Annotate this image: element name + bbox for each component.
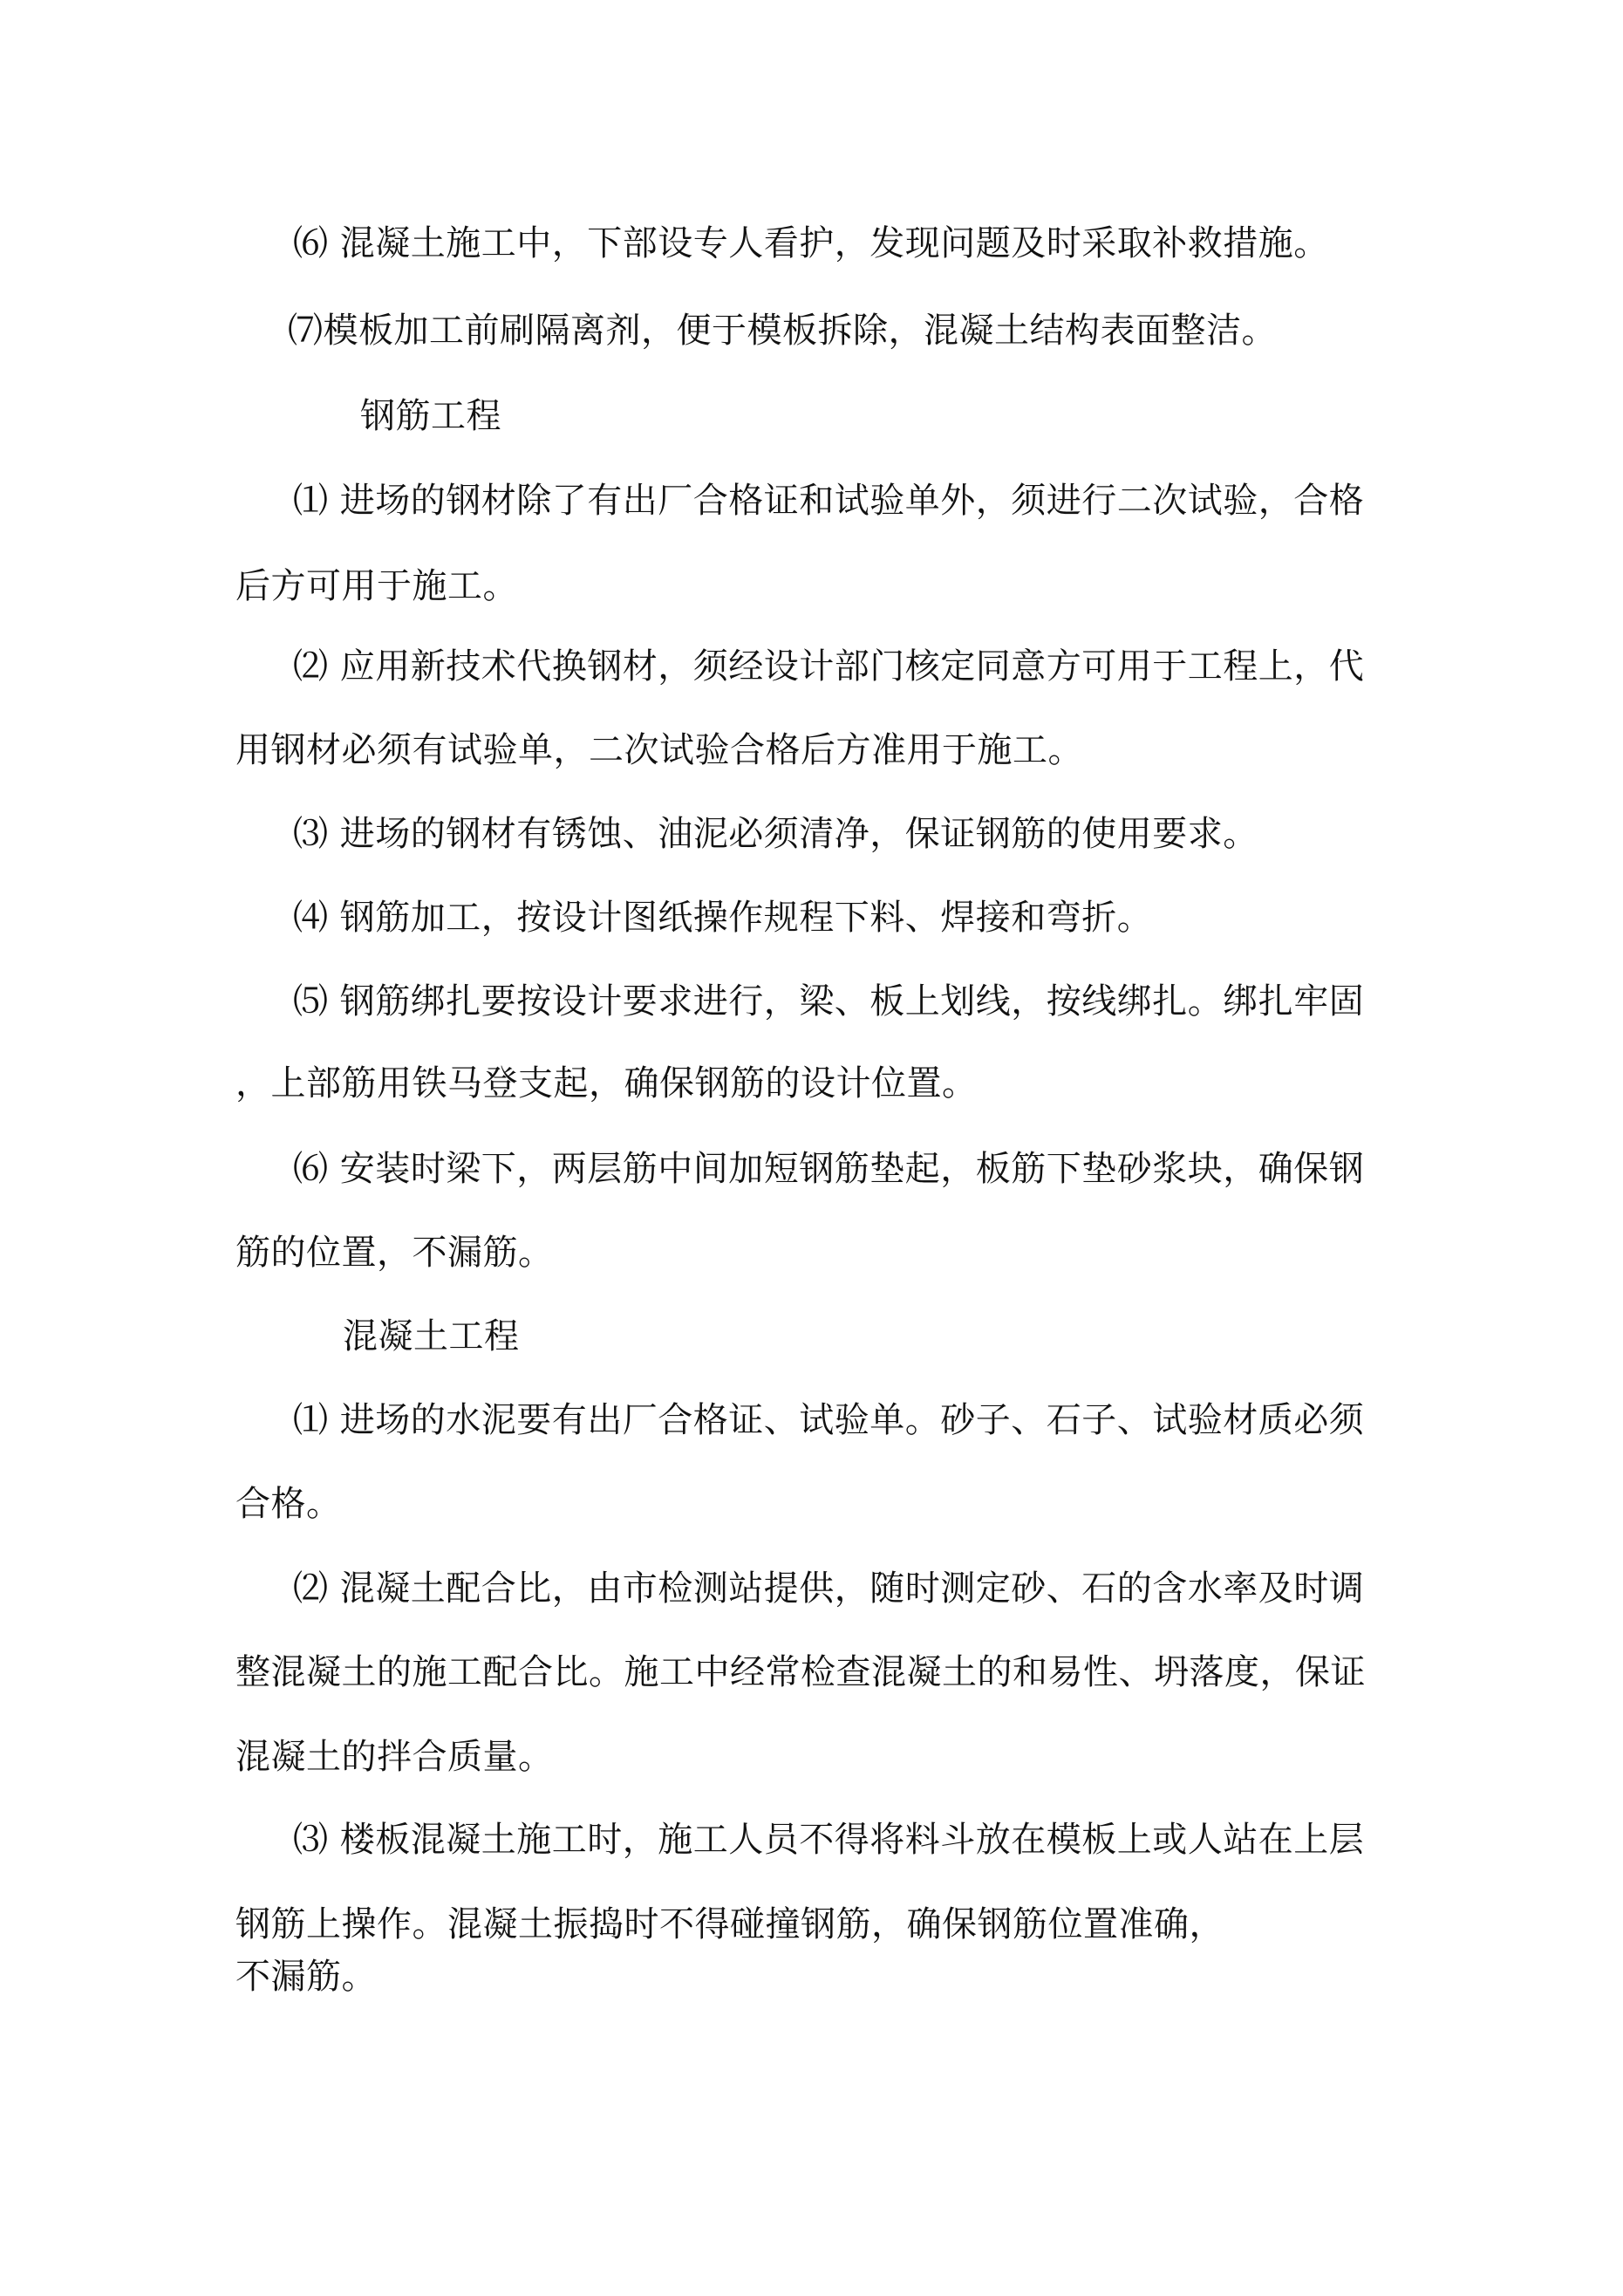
paragraph-line: ⑴ 进场的钢材除了有出厂合格证和试验单外，须进行二次试验，合格 [293,481,1365,521]
paragraph-line: ⑹ 安装时梁下，两层筋中间加短钢筋垫起，板筋下垫砂浆块，确保钢 [293,1149,1365,1189]
paragraph-line: 整混凝土的施工配合比。施工中经常检查混凝土的和易性、坍落度，保证 [235,1652,1366,1692]
paragraph-line: ⑵ 应用新技术代换钢材，须经设计部门核定同意方可用于工程上，代 [293,646,1365,687]
section-heading-steel: 钢筋工程 [360,396,501,436]
paragraph-line: ⑺模板加工前刷隔离剂，便于模板拆除，混凝土结构表面整洁。 [288,311,1277,351]
paragraph-line: ，上部筋用铁马登支起，确保钢筋的设计位置。 [235,1063,978,1104]
paragraph-line: ⑴ 进场的水泥要有出厂合格证、试验单。砂子、石子、试验材质必须 [293,1400,1365,1440]
paragraph-line: 后方可用于施工。 [235,566,518,606]
paragraph-line: ⑷ 钢筋加工，按设计图纸操作规程下料、焊接和弯折。 [293,898,1153,938]
paragraph-line: ⑵ 混凝土配合比，由市检测站提供，随时测定砂、石的含水率及时调 [293,1568,1365,1609]
paragraph-line: 用钢材必须有试验单，二次试验合格后方准用于施工。 [235,730,1083,770]
paragraph-line: ⑹ 混凝土施工中，下部设专人看护，发现问题及时采取补救措施。 [293,223,1329,263]
paragraph-line: ⑶ 进场的钢材有锈蚀、油泥必须清净，保证钢筋的使用要求。 [293,814,1258,854]
paragraph-line: ⑶ 楼板混凝土施工时，施工人员不得将料斗放在模板上或人站在上层 [293,1820,1365,1860]
paragraph-line: ⑸ 钢筋绑扎要按设计要求进行，梁、板上划线，按线绑扎。绑扎牢固 [293,981,1365,1022]
section-heading-concrete: 混凝土工程 [343,1316,520,1356]
paragraph-line: 混凝土的拌合质量。 [235,1737,554,1777]
paragraph-line: 钢筋上操作。混凝土振捣时不得碰撞钢筋，确保钢筋位置准确， [235,1904,1224,1944]
paragraph-line: 筋的位置，不漏筋。 [235,1233,554,1273]
paragraph-line: 合格。 [235,1484,342,1524]
paragraph-line: 不漏筋。 [235,1957,377,1997]
